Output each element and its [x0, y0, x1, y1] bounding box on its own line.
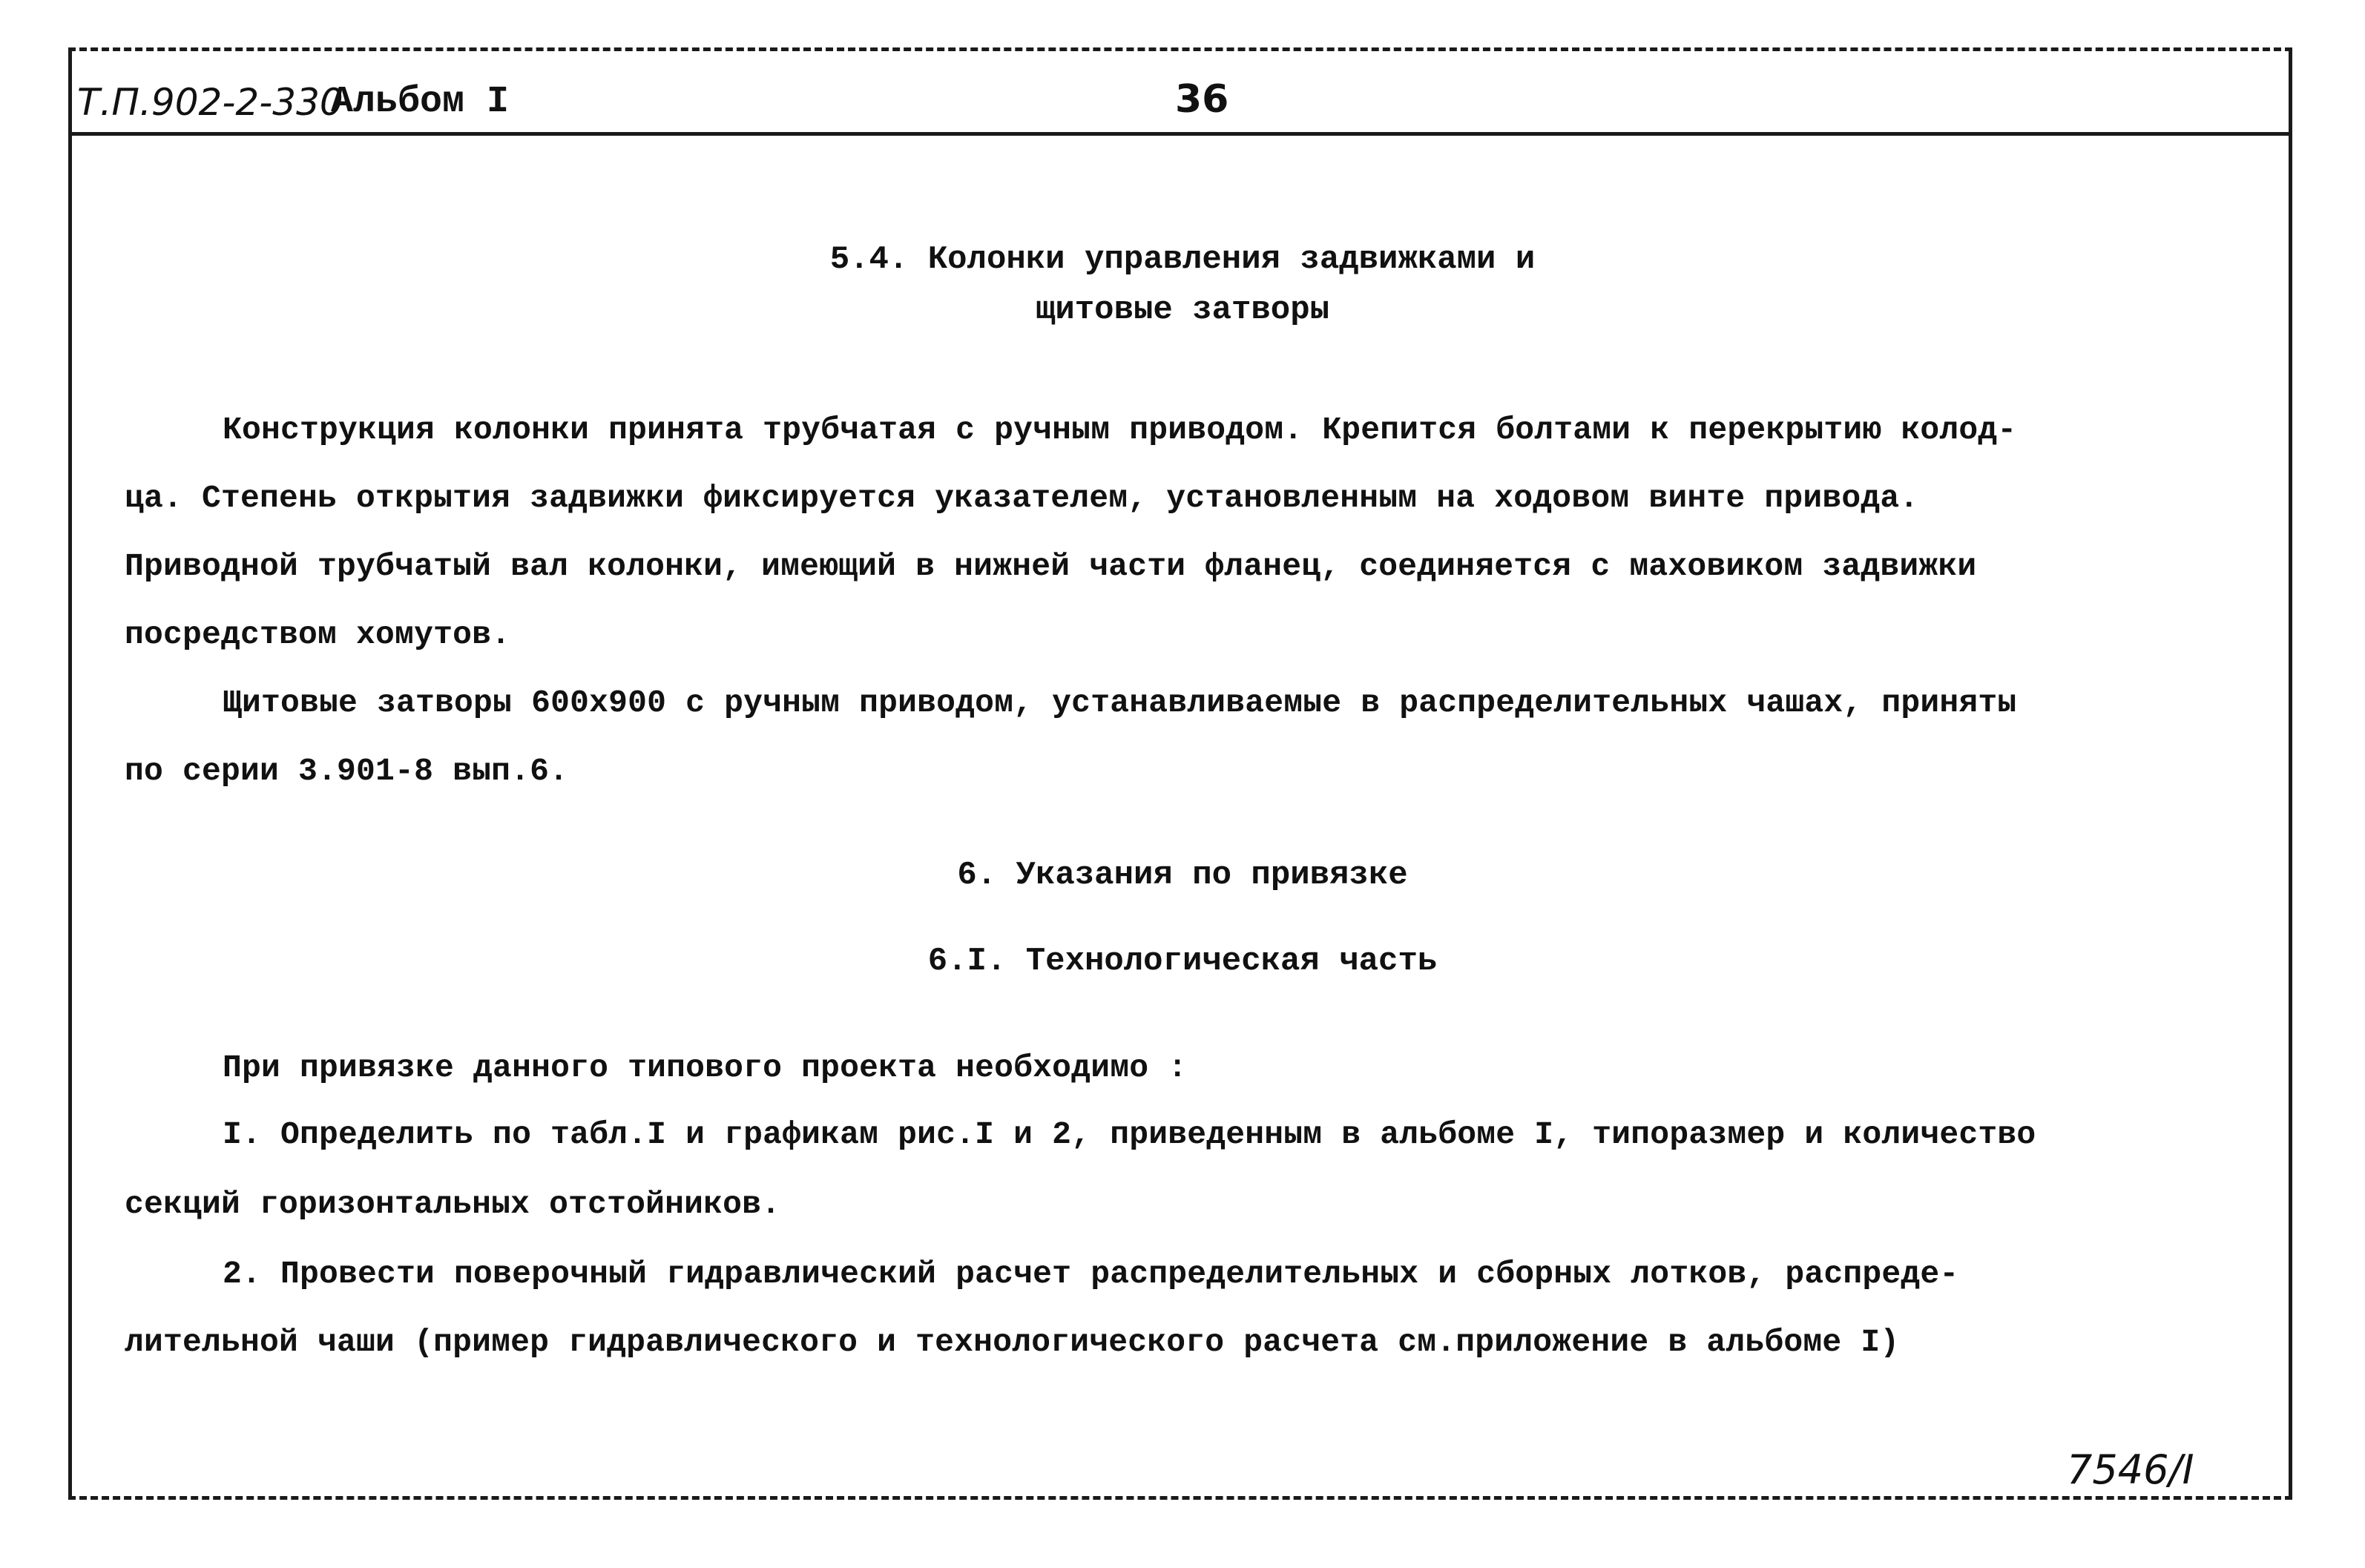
- document-code: Т.П.902-2-330: [77, 81, 343, 124]
- header-rule: [68, 132, 2292, 136]
- paragraph-line: Щитовые затворы 600х900 с ручным приводом, устанавливаемые в распределительных чашах, приняты: [223, 685, 2017, 721]
- paragraph-line: секций горизонтальных отстойников.: [125, 1186, 781, 1222]
- paragraph-line: 2. Провести поверочный гидравлический расчет распределительных и сборных лотков, распреде-: [223, 1256, 1959, 1292]
- paragraph-line: посредством хомутов.: [125, 616, 511, 653]
- paragraph-line: ца. Степень открытия задвижки фиксируется указателем, установленным на ходовом винте привода.: [125, 480, 1919, 516]
- page-number: 36: [1175, 77, 1229, 122]
- section-5-4-heading-line-2: щитовые затворы: [1035, 291, 1330, 329]
- paragraph-line: Приводной трубчатый вал колонки, имеющий в нижней части фланец, соединяется с маховиком задвижки: [125, 548, 1977, 584]
- section-5-4-heading-line-1: 5.4. Колонки управления задвижками и: [829, 241, 1536, 278]
- section-6-1-subheading: 6.I. Технологическая часть: [927, 943, 1438, 980]
- sheet-id: 7546/I: [2067, 1446, 2194, 1493]
- paragraph-line: I. Определить по табл.I и графикам рис.I и 2, приведенным в альбоме I, типоразмер и количество: [223, 1116, 2036, 1153]
- section-6-heading: 6. Указания по привязке: [957, 857, 1408, 894]
- paragraph-line: При привязке данного типового проекта необходимо :: [223, 1050, 1188, 1086]
- album-label: Альбом I: [331, 81, 510, 123]
- paragraph-line: лительной чаши (пример гидравлического и технологического расчета см.приложение в альбоме I): [125, 1324, 1900, 1360]
- paragraph-line: Конструкция колонки принята трубчатая с ручным приводом. Крепится болтами к перекрытию колод-: [223, 412, 2017, 448]
- paragraph-line: по серии 3.901-8 вып.6.: [125, 753, 569, 789]
